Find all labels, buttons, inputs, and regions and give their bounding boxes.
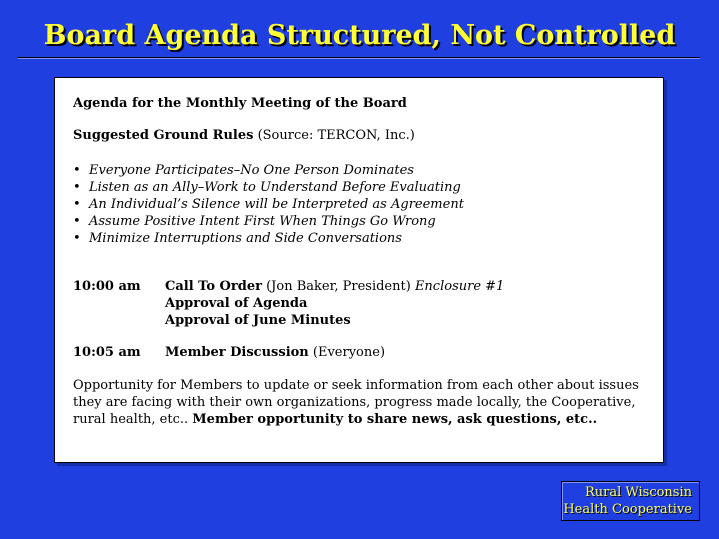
- ground-rules-list: [73, 162, 464, 247]
- ground-rules-source: (Source: TERCON, Inc.): [257, 128, 415, 143]
- agenda-item-call-to-order: [165, 279, 504, 294]
- bullet-icon: •: [73, 231, 81, 246]
- list-item: [73, 196, 464, 213]
- ground-rules-label: Suggested Ground Rules: [73, 128, 254, 143]
- agenda-time: 10:00 am: [73, 279, 141, 294]
- discussion-paragraph: [73, 377, 653, 428]
- ground-rules-line: [73, 128, 415, 143]
- rule-text: Everyone Participates–No One Person Dominates: [89, 163, 414, 178]
- title-divider: [18, 57, 700, 59]
- list-item: [73, 230, 464, 247]
- organization-badge: [561, 481, 700, 521]
- list-item: [73, 179, 464, 196]
- agenda-item-note: (Everyone): [312, 345, 386, 360]
- enclosure-label: Enclosure #1: [414, 279, 505, 294]
- badge-line-1: Rural Wisconsin: [584, 485, 692, 500]
- agenda-heading: Agenda for the Monthly Meeting of the Board: [73, 96, 407, 111]
- bullet-icon: •: [73, 197, 81, 212]
- paragraph-text: Opportunity for Members to update or seek information from each other about issues they are facing with their own organizations, progress made locally, the Cooperative, rural health, etc..: [73, 378, 639, 427]
- agenda-item-member-discussion: [165, 345, 385, 360]
- bullet-icon: •: [73, 163, 81, 178]
- agenda-panel: [54, 77, 664, 463]
- agenda-item-title: Call To Order: [165, 279, 262, 294]
- agenda-time: 10:05 am: [73, 345, 141, 360]
- agenda-subitem: Approval of Agenda: [165, 296, 308, 311]
- bullet-icon: •: [73, 214, 81, 229]
- agenda-item-title: Member Discussion: [165, 345, 309, 360]
- badge-line-2: Health Cooperative: [563, 502, 692, 517]
- paragraph-emphasis: Member opportunity to share news, ask questions, etc..: [192, 412, 598, 427]
- list-item: [73, 162, 464, 179]
- rule-text: Assume Positive Intent First When Things Go Wrong: [89, 214, 436, 229]
- bullet-icon: •: [73, 180, 81, 195]
- rule-text: An Individual’s Silence will be Interpreted as Agreement: [89, 197, 464, 212]
- agenda-item-note: (Jon Baker, President): [266, 279, 411, 294]
- agenda-subitem: Approval of June Minutes: [165, 313, 351, 328]
- rule-text: Listen as an Ally–Work to Understand Before Evaluating: [89, 180, 461, 195]
- slide-title: Board Agenda Structured, Not Controlled: [43, 20, 676, 51]
- list-item: [73, 213, 464, 230]
- rule-text: Minimize Interruptions and Side Conversations: [89, 231, 402, 246]
